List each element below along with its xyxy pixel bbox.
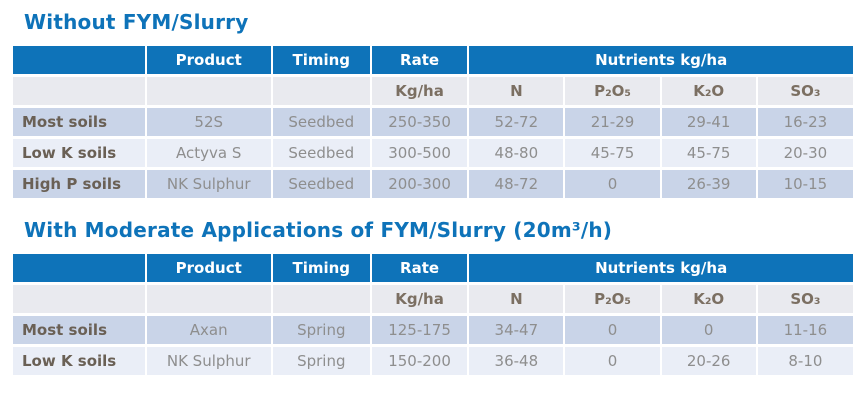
data-cell: 0 (661, 315, 757, 346)
data-cell: Seedbed (272, 107, 371, 138)
subheader-kgha: Kg/ha (371, 284, 468, 315)
table-body (13, 315, 853, 377)
header-rate: Rate (371, 46, 468, 76)
subheader-blank (146, 76, 272, 107)
row-label-cell: Most soils (13, 107, 146, 138)
data-cell: 16-23 (757, 107, 853, 138)
table-row (13, 169, 853, 200)
table-row (13, 107, 853, 138)
data-cell: Axan (146, 315, 272, 346)
row-label-cell: Low K soils (13, 346, 146, 377)
data-cell: 48-72 (468, 169, 564, 200)
header-blank (13, 254, 146, 284)
table-with-fym (13, 254, 853, 378)
header-nutrients: Nutrients kg/ha (468, 46, 853, 76)
data-cell: 48-80 (468, 138, 564, 169)
data-cell: 300-500 (371, 138, 468, 169)
table-row (13, 138, 853, 169)
subheader-p2o5: P₂O₅ (564, 76, 660, 107)
data-cell: 29-41 (661, 107, 757, 138)
row-label-cell: Most soils (13, 315, 146, 346)
data-cell: 150-200 (371, 346, 468, 377)
section-title-with-fym: With Moderate Applications of FYM/Slurry (20m³/h) (24, 218, 613, 242)
data-cell: 20-30 (757, 138, 853, 169)
header-product: Product (146, 46, 272, 76)
subheader-row (13, 76, 853, 107)
data-cell: NK Sulphur (146, 346, 272, 377)
data-cell: 52S (146, 107, 272, 138)
data-cell: 250-350 (371, 107, 468, 138)
data-cell: Seedbed (272, 169, 371, 200)
header-product: Product (146, 254, 272, 284)
row-label-cell: Low K soils (13, 138, 146, 169)
data-cell: 125-175 (371, 315, 468, 346)
data-cell: 10-15 (757, 169, 853, 200)
data-cell: 52-72 (468, 107, 564, 138)
data-cell: 34-47 (468, 315, 564, 346)
data-cell: 0 (564, 346, 660, 377)
subheader-blank (272, 76, 371, 107)
subheader-blank (146, 284, 272, 315)
data-cell: 0 (564, 169, 660, 200)
row-label-cell: High P soils (13, 169, 146, 200)
header-row (13, 46, 853, 76)
subheader-row (13, 284, 853, 315)
subheader-blank (272, 284, 371, 315)
table-body (13, 107, 853, 200)
subheader-p2o5: P₂O₅ (564, 284, 660, 315)
subheader-so3: SO₃ (757, 284, 853, 315)
header-timing: Timing (272, 46, 371, 76)
table-row (13, 346, 853, 377)
data-cell: 8-10 (757, 346, 853, 377)
data-cell: 20-26 (661, 346, 757, 377)
subheader-blank (13, 76, 146, 107)
data-cell: 0 (564, 315, 660, 346)
data-cell: 200-300 (371, 169, 468, 200)
section-title-without-fym: Without FYM/Slurry (24, 10, 249, 34)
data-cell: 11-16 (757, 315, 853, 346)
subheader-kgha: Kg/ha (371, 76, 468, 107)
header-blank (13, 46, 146, 76)
subheader-blank (13, 284, 146, 315)
data-cell: Seedbed (272, 138, 371, 169)
subheader-n: N (468, 284, 564, 315)
subheader-k2o: K₂O (661, 76, 757, 107)
header-row (13, 254, 853, 284)
data-cell: Spring (272, 346, 371, 377)
subheader-so3: SO₃ (757, 76, 853, 107)
subheader-k2o: K₂O (661, 284, 757, 315)
subheader-n: N (468, 76, 564, 107)
table-row (13, 315, 853, 346)
data-cell: 36-48 (468, 346, 564, 377)
data-cell: 45-75 (661, 138, 757, 169)
header-nutrients: Nutrients kg/ha (468, 254, 853, 284)
data-cell: NK Sulphur (146, 169, 272, 200)
data-cell: Spring (272, 315, 371, 346)
data-cell: 21-29 (564, 107, 660, 138)
table-without-fym (13, 46, 853, 201)
header-rate: Rate (371, 254, 468, 284)
header-timing: Timing (272, 254, 371, 284)
data-cell: Actyva S (146, 138, 272, 169)
data-cell: 26-39 (661, 169, 757, 200)
data-cell: 45-75 (564, 138, 660, 169)
